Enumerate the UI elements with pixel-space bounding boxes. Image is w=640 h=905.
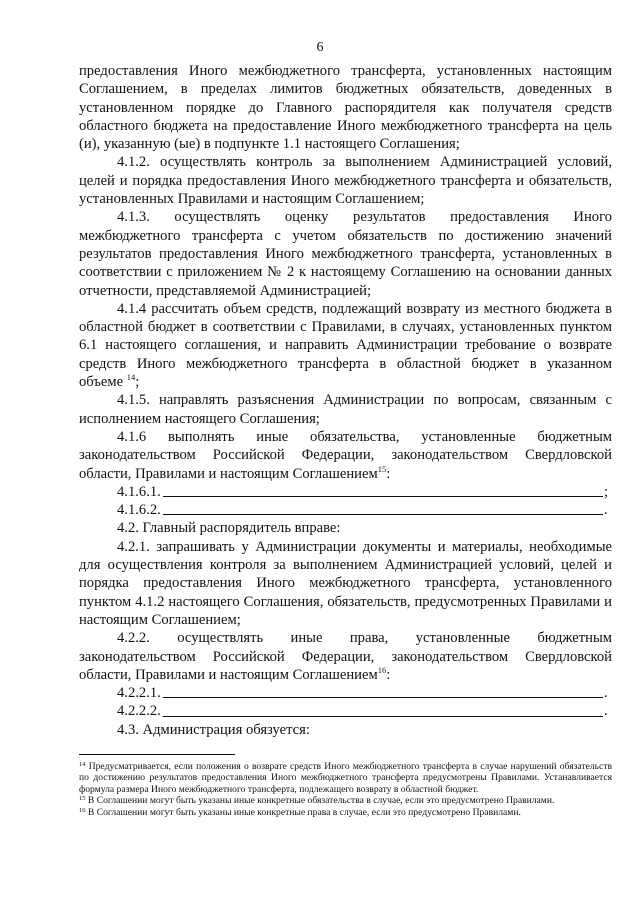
blank-line-4-2-2-2: 4.2.2.2. . xyxy=(117,703,608,720)
footnote-16: $^{16}$ В Соглашении могут быть указаны иные конкретные права в случае, если это предусмотрено Правилами. xyxy=(79,806,521,818)
blank-line-4-2-2-1: 4.2.2.1. . xyxy=(117,685,608,702)
blank-fill-line xyxy=(163,715,603,717)
paragraph-4-1-5: 4.1.5. направлять разъяснения Администрации по вопросам, связанным с исполнением настоящего Соглашения; xyxy=(79,392,612,427)
page-number: 6 xyxy=(316,40,324,55)
document-body xyxy=(79,62,612,739)
blank-fill-line xyxy=(163,513,603,515)
footnote-ref-14[interactable]: 14 xyxy=(126,372,136,383)
paragraph-4-2: 4.2. Главный распорядитель вправе: xyxy=(117,520,341,537)
paragraph-4-1-3: 4.1.3. осуществлять оценку результатов предоставления Иного межбюджетного трансферта с учетом обязательств по достижению значений результатов предоставления Иного межбюджетного трансферта, установленных в соответствии с приложением № 2 к настоящему Соглашению на основании данных отчетности, представляемой Администрацией; xyxy=(79,209,612,299)
footnote-14: $^{14}$ Предусматривается, если положения о возврате средств Иного межбюджетного трансферта в случае нарушений обязательств по достижению результатов предоставления Иного межбюджетного трансферта предусмотрены Правилами. Устанавливается формула размера Иного межбюджетного трансферта, подлежащего возврату в областной бюджет. xyxy=(79,761,612,795)
paragraph-4-1-6: 4.1.6 выполнять иные обязательства, установленные бюджетным законодательством Российской Федерации, законодательством Свердловской области, Правилами и настоящим Соглашением$^{15}$: xyxy=(79,428,612,482)
blank-line-4-1-6-2: 4.1.6.2. . xyxy=(117,502,608,519)
footnote-ref-16[interactable]: 16 xyxy=(377,664,387,675)
blank-label: 4.2.2.1. xyxy=(117,685,161,702)
paragraph-4-3: 4.3. Администрация обязуется: xyxy=(117,721,310,738)
paragraph-4-1-2: 4.1.2. осуществлять контроль за выполнением Администрацией условий, целей и порядка предоставления Иного межбюджетного трансферта и обязательств, установленных Правилами и настоящим Соглашением; xyxy=(79,154,612,208)
blank-fill-line xyxy=(163,696,603,698)
blank-label: 4.2.2.2. xyxy=(117,703,161,720)
blank-line-4-1-6-1: 4.1.6.1. ; xyxy=(117,483,609,500)
paragraph-4-2-1: 4.2.1. запрашивать у Администрации документы и материалы, необходимые для осуществления контроля за выполнением Администрацией условий, целей и порядка предоставления Иного межбюджетного трансферта, установленного пунктом 4.1.2 настоящего Соглашения, обязательств, предусмотренных Правилами и настоящим Соглашением; xyxy=(79,538,612,628)
paragraph-continuation: предоставления Иного межбюджетного трансферта, установленных настоящим Соглашением, в пределах лимитов бюджетных обязательств, доведенных в установленном порядке до Главного распорядителя как получателя средств областного бюджета на предоставление Иного межбюджетного трансферта на цель (и), указанную (ые) в подпункте 1.1 настоящего Соглашения; xyxy=(79,63,612,153)
paragraph-4-1-4: 4.1.4 рассчитать объем средств, подлежащий возврату из местного бюджета в областной бюджет в соответствии с Правилами, в случаях, установленных пунктом 6.1 настоящего соглашения, и направить Администрации требование о возврате средств Иного межбюджетного трансферта в областной бюджет в указанном объеме $^{14}$; xyxy=(79,300,612,391)
blank-label: 4.1.6.1. xyxy=(117,483,161,500)
footnotes xyxy=(79,761,612,818)
blank-fill-line xyxy=(163,495,603,497)
footnote-ref-15[interactable]: 15 xyxy=(377,463,387,474)
footnote-separator xyxy=(79,754,235,755)
paragraph-4-2-2: 4.2.2. осуществлять иные права, установленные бюджетным законодательством Российской Федерации, законодательством Свердловской области, Правилами и настоящим Соглашением$^{16}$: xyxy=(79,630,612,683)
blank-label: 4.1.6.2. xyxy=(117,502,161,519)
footnote-15: $^{15}$ В Соглашении могут быть указаны иные конкретные обязательства в случае, если это предусмотрено Правилами. xyxy=(79,795,555,807)
